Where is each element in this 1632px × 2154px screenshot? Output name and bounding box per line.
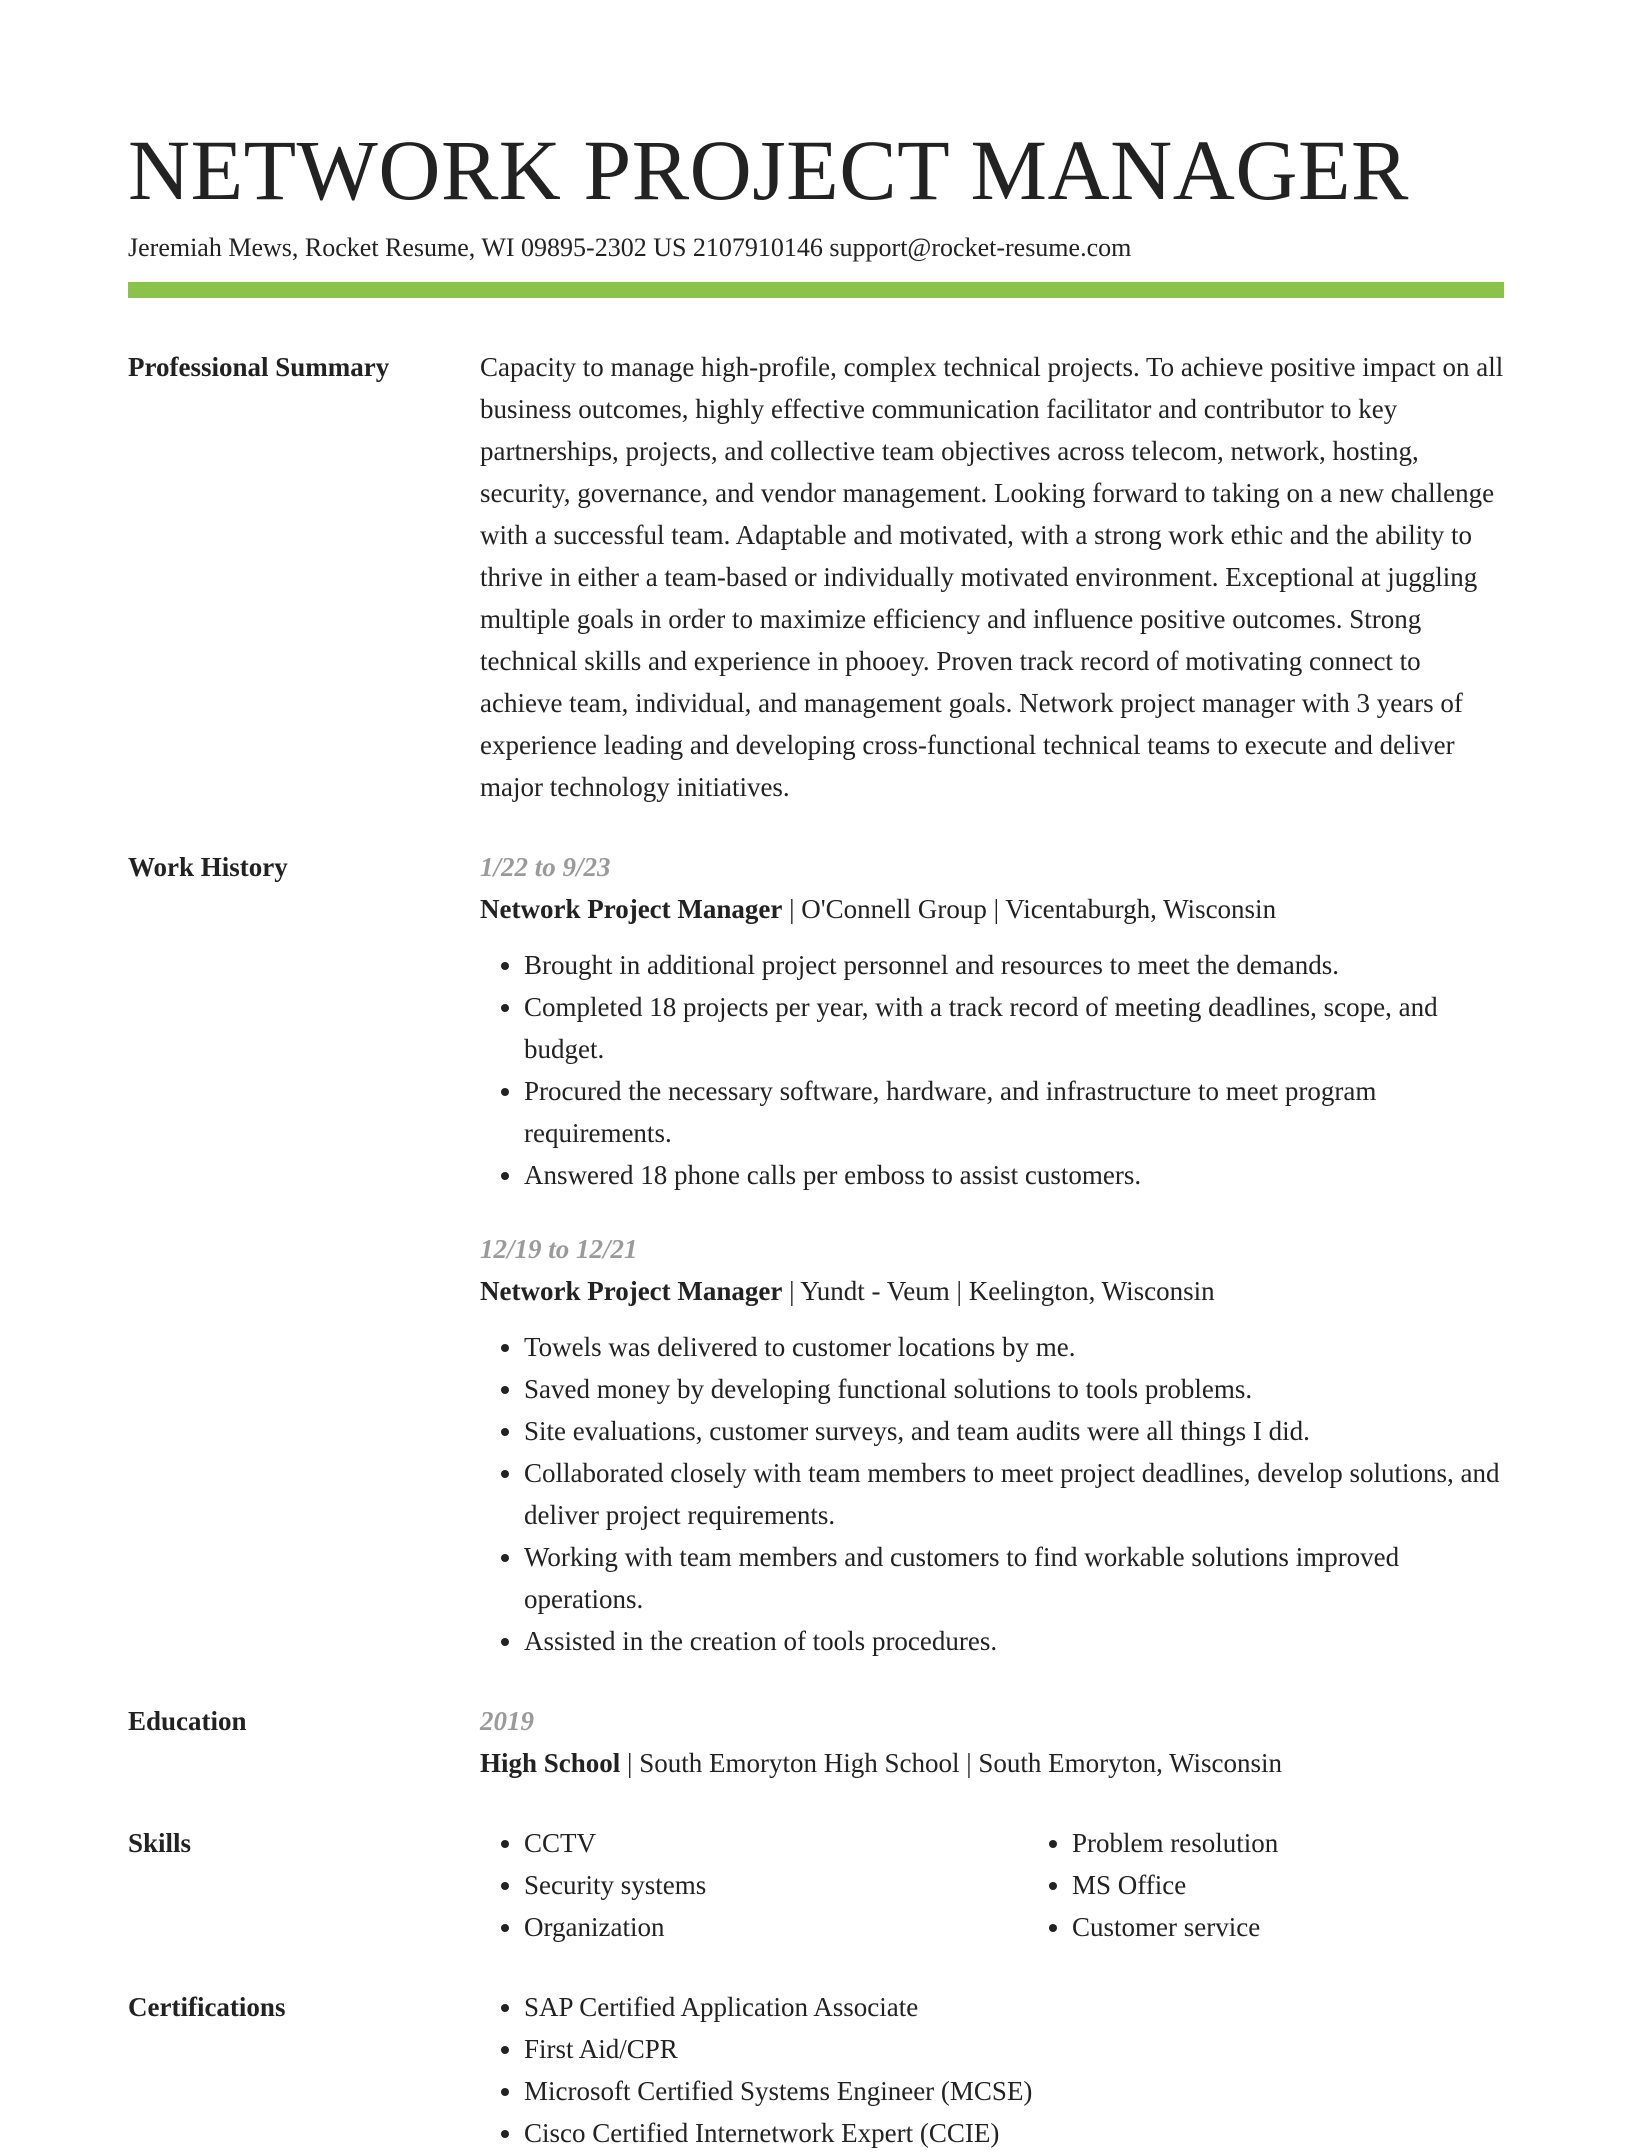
skills-label: Skills xyxy=(128,1828,192,1858)
list-item: • Completed 18 projects per year, with a track record of meeting deadlines, scope, and budget. xyxy=(524,986,1504,1070)
skills-column xyxy=(1028,1822,1576,1948)
job-title: Network Project Manager xyxy=(480,1276,783,1306)
header-divider xyxy=(128,282,1504,298)
list-item: • Towels was delivered to customer locations by me. xyxy=(524,1326,1504,1368)
list-item: • Microsoft Certified Systems Engineer (MCSE) xyxy=(524,2070,1504,2112)
list-item: • MS Office xyxy=(1072,1864,1576,1906)
list-item: • CCTV xyxy=(524,1822,1028,1864)
job-bullets xyxy=(480,1326,1504,1662)
certifications-section xyxy=(128,1986,1504,2154)
list-item: • Site evaluations, customer surveys, and team audits were all things I did. xyxy=(524,1410,1504,1452)
skills-grid xyxy=(480,1822,1576,1948)
list-item: • Cisco Certified Internetwork Expert (CCIE) xyxy=(524,2112,1504,2154)
resume-title: NETWORK PROJECT MANAGER xyxy=(128,122,1409,218)
job-dates: 12/19 to 12/21 xyxy=(480,1234,638,1264)
job-entry xyxy=(480,846,1504,1196)
list-item: • Collaborated closely with team members to meet project deadlines, develop solutions, and deliver project requirements. xyxy=(524,1452,1504,1536)
list-item: • First Aid/CPR xyxy=(524,2028,1504,2070)
list-item: • Assisted in the creation of tools procedures. xyxy=(524,1620,1504,1662)
certifications-label: Certifications xyxy=(128,1992,286,2022)
job-entry xyxy=(480,1228,1504,1662)
list-item: • Working with team members and customers to find workable solutions improved operations. xyxy=(524,1536,1504,1620)
list-item: • SAP Certified Application Associate xyxy=(524,1986,1504,2028)
list-item: • Answered 18 phone calls per emboss to assist customers. xyxy=(524,1154,1504,1196)
education-label: Education xyxy=(128,1706,247,1736)
job-heading xyxy=(480,888,1504,930)
work-history-label: Work History xyxy=(128,852,288,882)
skills-column xyxy=(480,1822,1028,1948)
job-dates: 1/22 to 9/23 xyxy=(480,852,611,882)
education-degree: High School xyxy=(480,1748,621,1778)
list-item: • Brought in additional project personnel and resources to meet the demands. xyxy=(524,944,1504,986)
resume-page xyxy=(128,120,1504,2154)
contact-info: Jeremiah Mews, Rocket Resume, WI 09895-2302 US 2107910146 support@rocket-resume.com xyxy=(128,233,1132,262)
job-title: Network Project Manager xyxy=(480,894,783,924)
summary-section xyxy=(128,346,1504,808)
education-heading xyxy=(480,1742,1504,1784)
list-item: • Procured the necessary software, hardware, and infrastructure to meet program requirements. xyxy=(524,1070,1504,1154)
education-details: | South Emoryton High School | South Emoryton, Wisconsin xyxy=(620,1748,1283,1778)
job-bullets xyxy=(480,944,1504,1196)
skills-section xyxy=(128,1822,1504,1948)
education-year: 2019 xyxy=(480,1706,534,1736)
education-section xyxy=(128,1700,1504,1784)
job-details: | Yundt - Veum | Keelington, Wisconsin xyxy=(782,1276,1215,1306)
list-item: • Customer service xyxy=(1072,1906,1576,1948)
list-item: • Saved money by developing functional solutions to tools problems. xyxy=(524,1368,1504,1410)
job-details: | O'Connell Group | Vicentaburgh, Wisconsin xyxy=(782,894,1277,924)
list-item: • Problem resolution xyxy=(1072,1822,1576,1864)
certifications-list xyxy=(480,1986,1504,2154)
summary-text: Capacity to manage high-profile, complex technical projects. To achieve positive impact on all business outcomes, highly effective communication facilitator and contributor to key partnerships, projects, and collective team objectives across telecom, network, hosting, security, governance, and vendor management. Looking forward to taking on a new challenge with a successful team. Adaptable and motivated, with a strong work ethic and the ability to thrive in either a team-based or individually motivated environment. Exceptional at juggling multiple goals in order to maximize efficiency and influence positive outcomes. Strong technical skills and experience in phooey. Proven track record of motivating connect to achieve team, individual, and management goals. Network project manager with 3 years of experience leading and developing cross-functional technical teams to execute and deliver major technology initiatives. xyxy=(480,352,1504,802)
list-item: • Security systems xyxy=(524,1864,1028,1906)
list-item: • Organization xyxy=(524,1906,1028,1948)
work-history-section xyxy=(128,846,1504,1662)
summary-label: Professional Summary xyxy=(128,352,390,382)
job-heading xyxy=(480,1270,1504,1312)
